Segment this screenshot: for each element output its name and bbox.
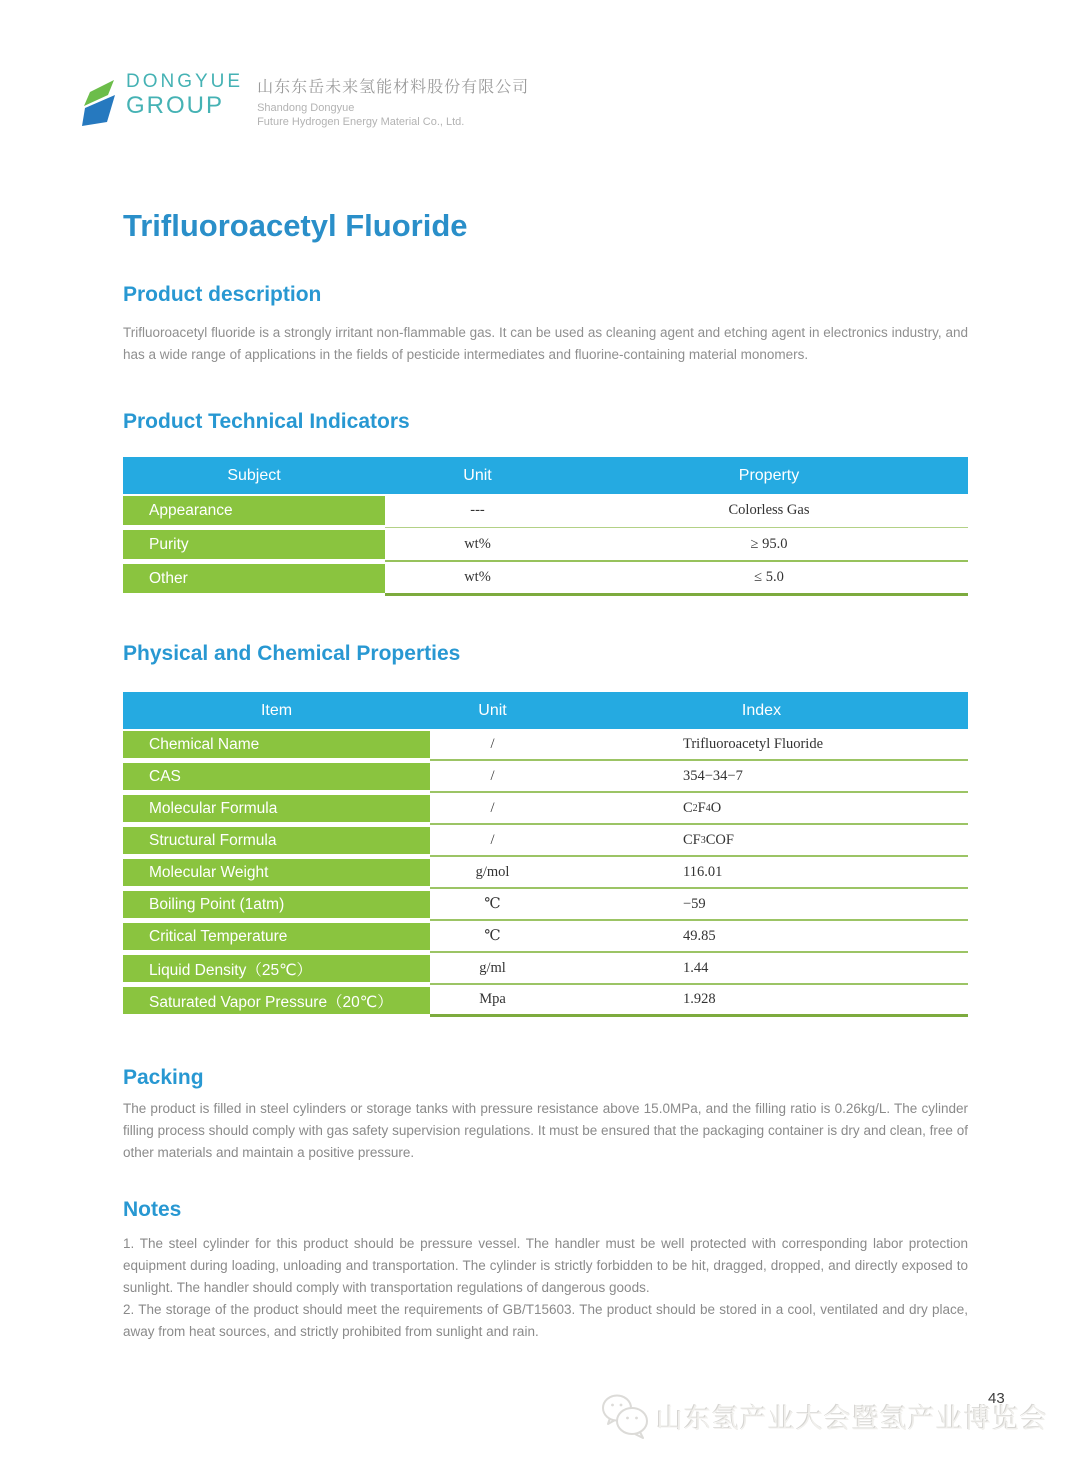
notes-item-2: 2. The storage of the product should meet the requirements of GB/T15603. The product should be stored in a cool, ventilated and dry place, away from heat sources, and strictly prohibited from sunlight and rain. (123, 1302, 968, 1339)
section-heading-notes: Notes (123, 1198, 182, 1221)
section-heading-packing: Packing (123, 1066, 204, 1089)
packing-paragraph: The product is filled in steel cylinders or storage tanks with pressure resistance above 15.0MPa, and the filling ratio is 0.26kg/L. The cylinder filling process should comply with gas safety supervision regulations. It must be ensured that the packaging container is dry and clean, free of other materials and maintain a positive pressure. (123, 1101, 968, 1160)
watermark-text: 山东氢产业大会暨氢产业博览会 (656, 1403, 1048, 1434)
row-value-cell: Trifluoroacetyl Fluoride (555, 729, 968, 761)
table-row (123, 528, 968, 562)
row-label-cell: Appearance (123, 494, 385, 528)
row-unit-cell: ℃ (430, 889, 555, 921)
row-value-cell: −59 (555, 889, 968, 921)
company-name-english-1: Shandong Dongyue (257, 102, 355, 114)
row-value-cell: Colorless Gas (570, 494, 968, 528)
column-header: Subject (227, 466, 281, 484)
wechat-icon (600, 1392, 650, 1440)
row-label-cell: Molecular Formula (123, 793, 430, 825)
column-header: Unit (478, 701, 507, 719)
row-label-cell: Saturated Vapor Pressure（20℃） (123, 985, 430, 1017)
page-title: Trifluoroacetyl Fluoride (123, 208, 468, 243)
table-row (123, 494, 968, 528)
column-header: Property (738, 466, 800, 484)
company-name-block (257, 72, 529, 128)
table-row (123, 793, 968, 825)
row-label-cell: Boiling Point (1atm) (123, 889, 430, 921)
table-row (123, 889, 968, 921)
row-value-cell: C 2 F 4 O (555, 793, 968, 825)
row-unit-cell: / (430, 729, 555, 761)
row-label-cell: Critical Temperature (123, 921, 430, 953)
table-row (123, 729, 968, 761)
table-row (123, 825, 968, 857)
section-heading-description: Product description (123, 283, 322, 306)
row-value-cell: ≥ 95.0 (570, 528, 968, 562)
row-label-cell: Structural Formula (123, 825, 430, 857)
row-value-cell: ≤ 5.0 (570, 562, 968, 596)
dongyue-logo-icon (82, 78, 116, 128)
table-row (123, 953, 968, 985)
row-value-cell: 1.44 (555, 953, 968, 985)
section-heading-technical: Product Technical Indicators (123, 410, 410, 433)
row-unit-cell: ℃ (430, 921, 555, 953)
row-value-cell: CF 3 COF (555, 825, 968, 857)
logo-wordmark (126, 72, 243, 118)
section-heading-physical: Physical and Chemical Properties (123, 642, 461, 665)
row-value-cell: 116.01 (555, 857, 968, 889)
header-logo (82, 72, 529, 128)
row-value-cell: 1.928 (555, 985, 968, 1017)
row-unit-cell: wt% (385, 528, 570, 562)
row-unit-cell: --- (385, 494, 570, 528)
row-unit-cell: / (430, 761, 555, 793)
page-number: 43 (988, 1390, 1005, 1407)
table-row (123, 921, 968, 953)
notes-item-1: 1. The steel cylinder for this product should be pressure vessel. The handler must be well protected with corresponding labor protection equipment during loading, unloading and transportation. The cylinder is strictly forbidden to be hit, dragged, dropped, and directly exposed to sunlight. The handler should comply with transportation regulations of dangerous goods. (123, 1236, 968, 1295)
row-unit-cell: Mpa (430, 985, 555, 1017)
table-row (123, 761, 968, 793)
company-name-english-2: Future Hydrogen Energy Material Co., Ltd. (257, 116, 465, 128)
row-label-cell: Chemical Name (123, 729, 430, 761)
column-header: Item (260, 701, 293, 719)
row-unit-cell: wt% (385, 562, 570, 596)
row-unit-cell: g/ml (430, 953, 555, 985)
footer-watermark (600, 1392, 1048, 1440)
row-label-cell: Liquid Density（25℃） (123, 953, 430, 985)
physical-chemical-table (123, 692, 968, 1017)
column-header: Unit (463, 466, 492, 484)
logo-dongyue-text: DONGYUE (126, 71, 244, 92)
company-name-chinese: 山东东岳未来氢能材料股份有限公司 (257, 79, 530, 96)
row-value-cell: 49.85 (555, 921, 968, 953)
row-unit-cell: / (430, 793, 555, 825)
row-label-cell: CAS (123, 761, 430, 793)
table-header-row (123, 457, 968, 494)
column-header: Index (741, 701, 782, 719)
table-row (123, 857, 968, 889)
row-unit-cell: / (430, 825, 555, 857)
logo-group-text: GROUP (126, 92, 225, 119)
description-paragraph: Trifluoroacetyl fluoride is a strongly irritant non-flammable gas. It can be used as cleaning agent and etching agent in electronics industry, and has a wide range of applications in the fields of pesticide intermediates and fluorine-containing material monomers. (123, 325, 968, 362)
table-header-row (123, 692, 968, 729)
table-row (123, 562, 968, 596)
row-value-cell: 354−34−7 (555, 761, 968, 793)
row-label-cell: Molecular Weight (123, 857, 430, 889)
table-row (123, 985, 968, 1017)
row-unit-cell: g/mol (430, 857, 555, 889)
row-label-cell: Other (123, 562, 385, 596)
technical-indicators-table (123, 457, 968, 596)
row-label-cell: Purity (123, 528, 385, 562)
